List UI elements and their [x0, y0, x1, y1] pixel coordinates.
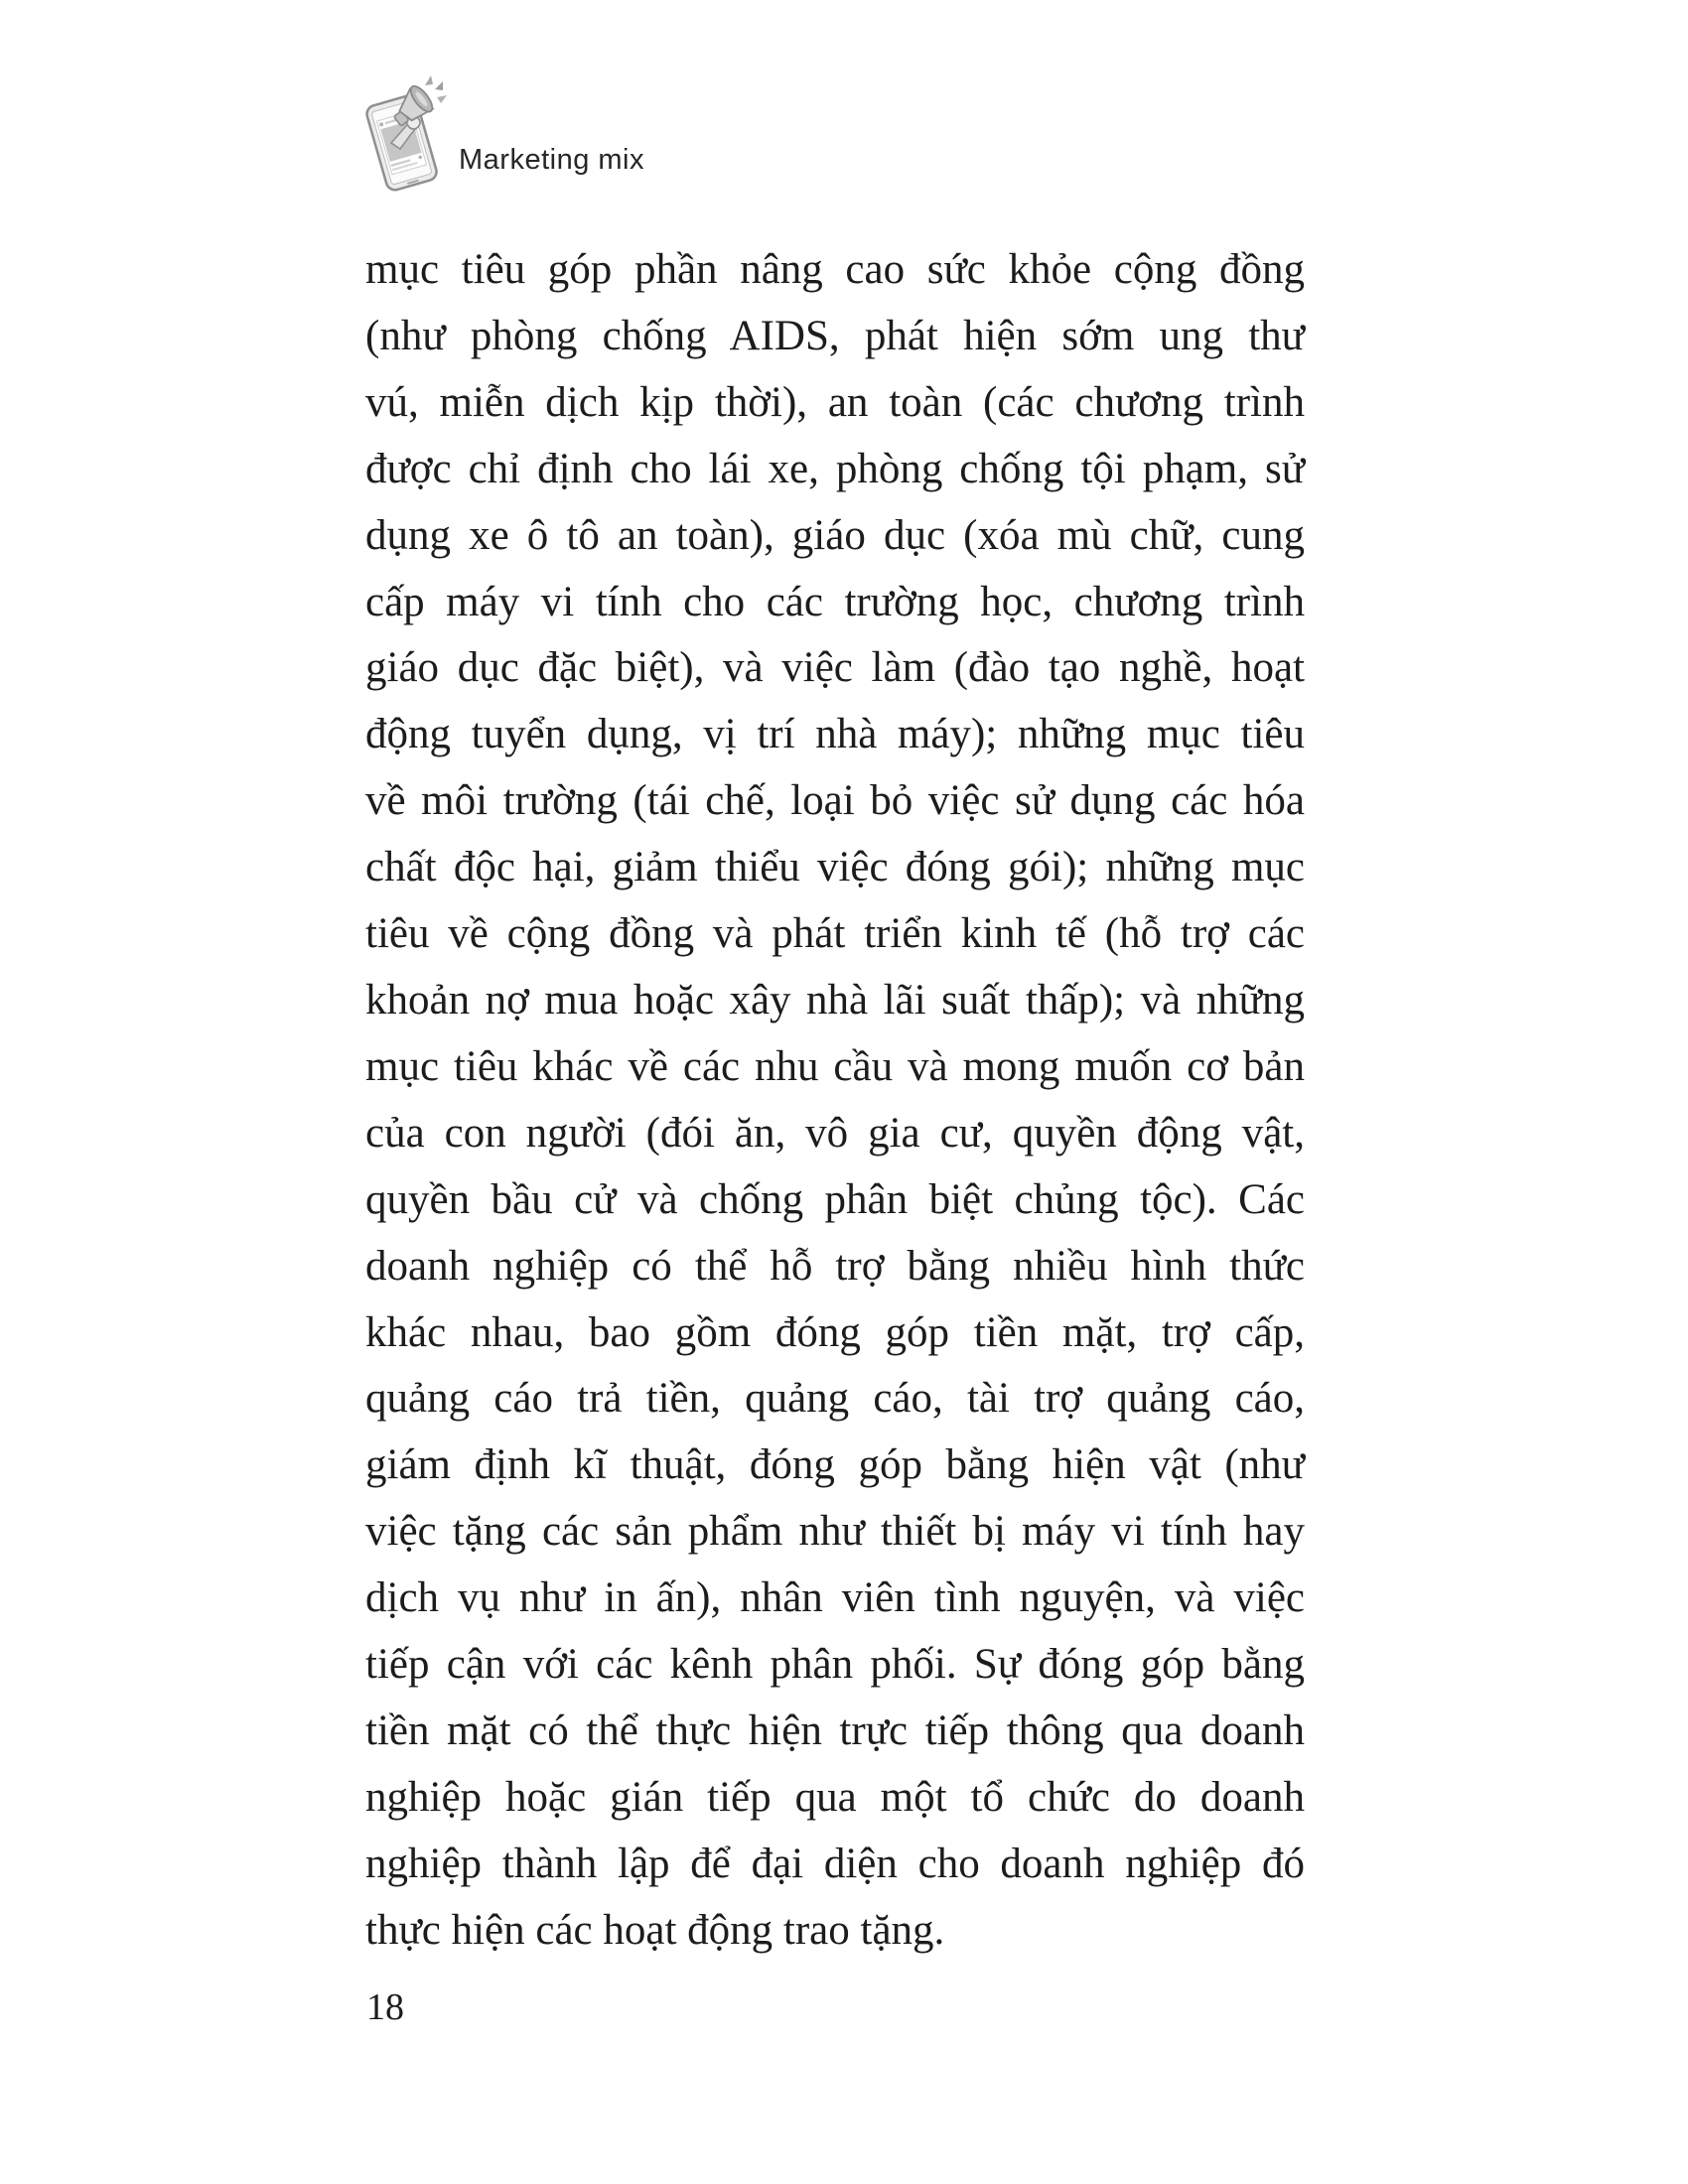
text-line: giám định kĩ thuật, đóng góp bằng hiện vật (như — [365, 1441, 1305, 1489]
text-line: cấp máy vi tính cho các trường học, chương trình — [365, 578, 1305, 625]
text-line: mục tiêu khác về các nhu cầu và mong muốn cơ bản — [365, 1042, 1305, 1090]
text-line: khác nhau, bao gồm đóng góp tiền mặt, trợ cấp, — [365, 1308, 1305, 1356]
text-line: nghiệp hoặc gián tiếp qua một tổ chức do doanh — [365, 1773, 1305, 1821]
text-line: dịch vụ như in ấn), nhân viên tình nguyện, và việc — [365, 1574, 1305, 1622]
text-line: việc tặng các sản phẩm như thiết bị máy vi tính hay — [365, 1508, 1305, 1556]
text-line: tiền mặt có thể thực hiện trực tiếp thông qua doanh — [365, 1706, 1305, 1754]
text-line: về môi trường (tái chế, loại bỏ việc sử dụng các hóa — [365, 777, 1305, 825]
text-line: quảng cáo trả tiền, quảng cáo, tài trợ quảng cáo, — [365, 1375, 1305, 1423]
text-line: chất độc hại, giảm thiểu việc đóng gói); những mục — [365, 844, 1305, 891]
chapter-title: Marketing mix — [459, 144, 644, 176]
text-line: khoản nợ mua hoặc xây nhà lãi suất thấp); và những — [365, 976, 1305, 1024]
text-line: tiếp cận với các kênh phân phối. Sự đóng góp bằng — [365, 1641, 1305, 1689]
page-number: 18 — [366, 1986, 404, 2028]
text-line: động tuyển dụng, vị trí nhà máy); những mục tiêu — [365, 711, 1305, 758]
text-line: tiêu về cộng đồng và phát triển kinh tế (hỗ trợ các — [365, 910, 1305, 958]
text-line: được chỉ định cho lái xe, phòng chống tội phạm, sử — [365, 445, 1305, 492]
text-line: vú, miễn dịch kịp thời), an toàn (các chương trình — [365, 378, 1305, 426]
text-line: nghiệp thành lập để đại diện cho doanh nghiệp đó — [365, 1840, 1305, 1887]
text-line: quyền bầu cử và chống phân biệt chủng tộc). Các — [365, 1175, 1305, 1223]
text-line: (như phòng chống AIDS, phát hiện sớm ung thư — [365, 312, 1305, 359]
text-line: giáo dục đặc biệt), và việc làm (đào tạo nghề, hoạt — [365, 644, 1305, 692]
text-line: của con người (đói ăn, vô gia cư, quyền động vật, — [365, 1109, 1305, 1157]
text-line: doanh nghiệp có thể hỗ trợ bằng nhiều hình thức — [365, 1242, 1305, 1290]
body-text-block — [365, 237, 1305, 1965]
text-line: thực hiện các hoạt động trao tặng. — [365, 1906, 945, 1954]
phone-megaphone-icon — [353, 71, 453, 193]
text-line: dụng xe ô tô an toàn), giáo dục (xóa mù chữ, cung — [365, 511, 1305, 559]
text-line: mục tiêu góp phần nâng cao sức khỏe cộng đồng — [365, 246, 1305, 293]
